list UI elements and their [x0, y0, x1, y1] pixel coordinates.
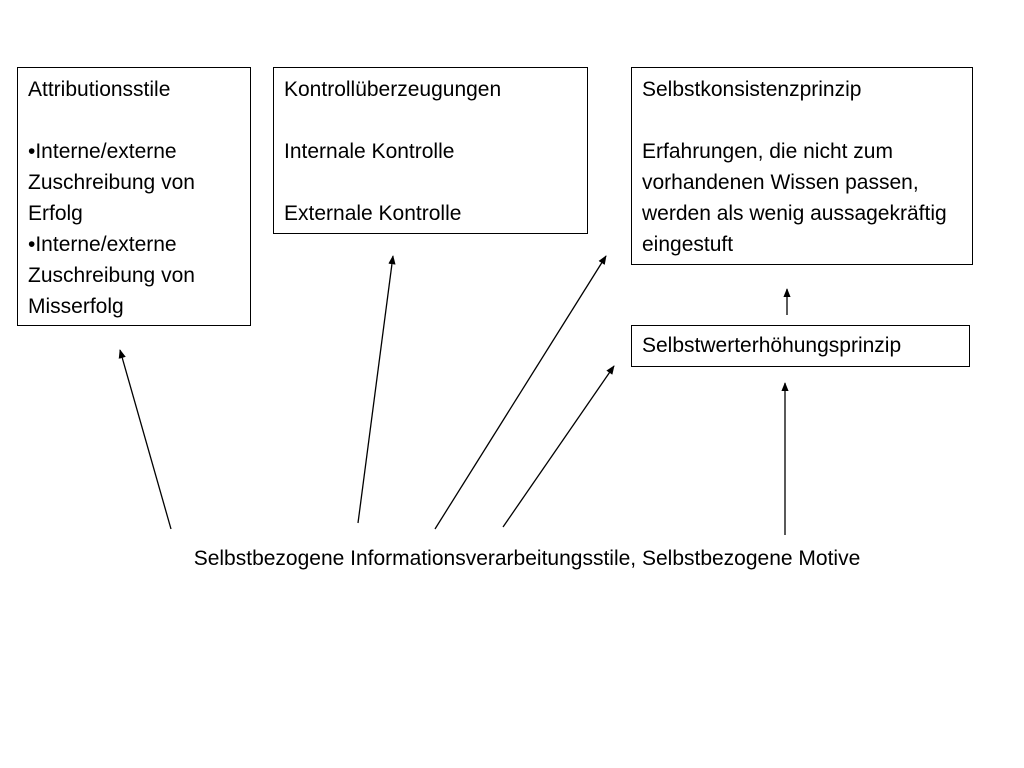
- arrow-to-kontrollueberzeugungen: [358, 256, 393, 523]
- list-item: •Interne/externe Zuschreibung von Misserfolg: [28, 233, 195, 318]
- arrow-to-selbstkonsistenzprinzip: [435, 256, 606, 529]
- box-attributionsstile: [17, 67, 251, 326]
- box-title: Attributionsstile: [28, 78, 171, 101]
- box-title: Selbstwerterhöhungsprinzip: [642, 334, 902, 357]
- box-description: Erfahrungen, die nicht zum vorhandenen Wissen passen, werden als wenig aussagekräftig eingestuft: [642, 140, 947, 256]
- list-item: •Interne/externe Zuschreibung von Erfolg: [28, 140, 195, 225]
- box-selbstwerterhoehungsprinzip: [631, 325, 970, 367]
- box-title: Selbstkonsistenzprinzip: [642, 78, 862, 101]
- list-item: Internale Kontrolle: [284, 140, 455, 163]
- arrow-to-selbstwerterhoehung-left: [503, 366, 614, 527]
- box-title: Kontrollüberzeugungen: [284, 78, 502, 101]
- list-item: Externale Kontrolle: [284, 202, 462, 225]
- box-selbstkonsistenzprinzip: [631, 67, 973, 265]
- box-kontrollueberzeugungen: [273, 67, 588, 234]
- diagram-caption: Selbstbezogene Informationsverarbeitungsstile, Selbstbezogene Motive: [193, 547, 861, 570]
- arrow-to-attributionsstile: [120, 350, 171, 529]
